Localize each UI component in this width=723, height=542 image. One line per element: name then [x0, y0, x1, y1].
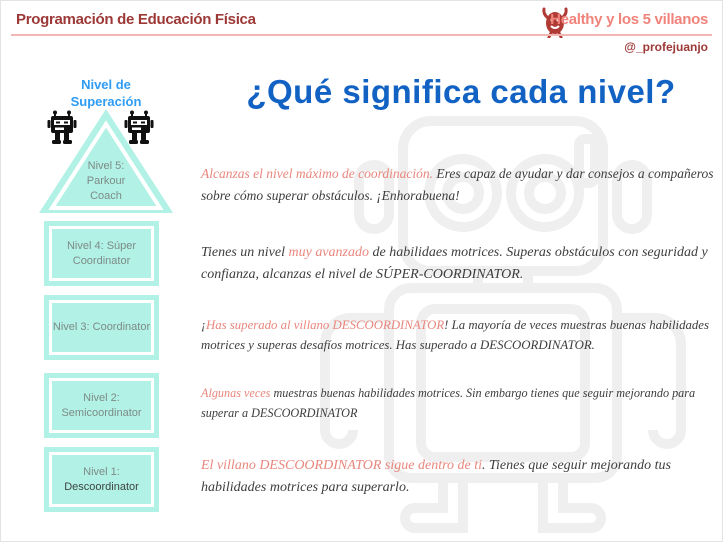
page-title: ¿Qué significa cada nivel? [246, 73, 676, 110]
body-text: de habilidaes motrices. Superas obstáculos con seguridad y confianza, alcanzas el nivel de SÚPER-COORDINATOR. [201, 245, 708, 283]
level-2-description [201, 384, 723, 423]
level-1-label: Nivel 1: Descoordinator [49, 452, 154, 507]
body-text: . Tienes que seguir mejorando tus habilidades motrices para superarlo. [201, 458, 672, 496]
highlight-text: Alcanzas el nivel máximo de coordinación. [201, 166, 433, 181]
level-4-box [44, 221, 159, 286]
body-text: Eres capaz de ayudar y dar consejos a compañeros sobre cómo superar obstáculos. ¡Enhorabuena! [201, 166, 714, 203]
level-1-box [44, 447, 159, 512]
brand-title: Healthy y los 5 villanos [550, 11, 708, 28]
level-4-label: Nivel 4: Súper Coordinator [49, 226, 154, 281]
level-4-description [201, 242, 723, 287]
social-handle: @_profejuanjo [624, 40, 708, 54]
level-3-label: Nivel 3: Coordinator [49, 300, 154, 355]
level-3-box [44, 295, 159, 360]
level-5-description [201, 163, 717, 206]
highlight-text: El villano DESCOORDINATOR sigue dentro de ti [201, 458, 483, 473]
level-2-label: Nivel 2: Semicoordinator [49, 378, 154, 433]
highlight-text: Algunas veces [201, 386, 271, 400]
header-divider [11, 34, 712, 36]
level-2-box [44, 373, 159, 438]
level-3-description [201, 315, 723, 356]
sidebar-title: Nivel de Superación [70, 77, 142, 109]
highlight-text: muy avanzado [288, 245, 369, 260]
level-5-label: Nivel 5: Parkour Coach [86, 160, 126, 202]
highlight-text: Has superado al villano DESCOORDINATOR [205, 318, 445, 332]
body-text: ¡ [201, 318, 206, 332]
body-text: muestras buenas habilidades motrices. Sin embargo tienes que seguir mejorando para superar a DESCOORDINATOR [201, 386, 696, 420]
body-text: Tienes un nivel [201, 245, 289, 260]
body-text: ! La mayoría de veces muestras buenas habilidades motrices y superas desafíos motrices. Has superado a DESCOORDINATOR. [201, 318, 709, 353]
level-1-description [201, 455, 717, 500]
page-header-title: Programación de Educación Física [16, 11, 256, 28]
